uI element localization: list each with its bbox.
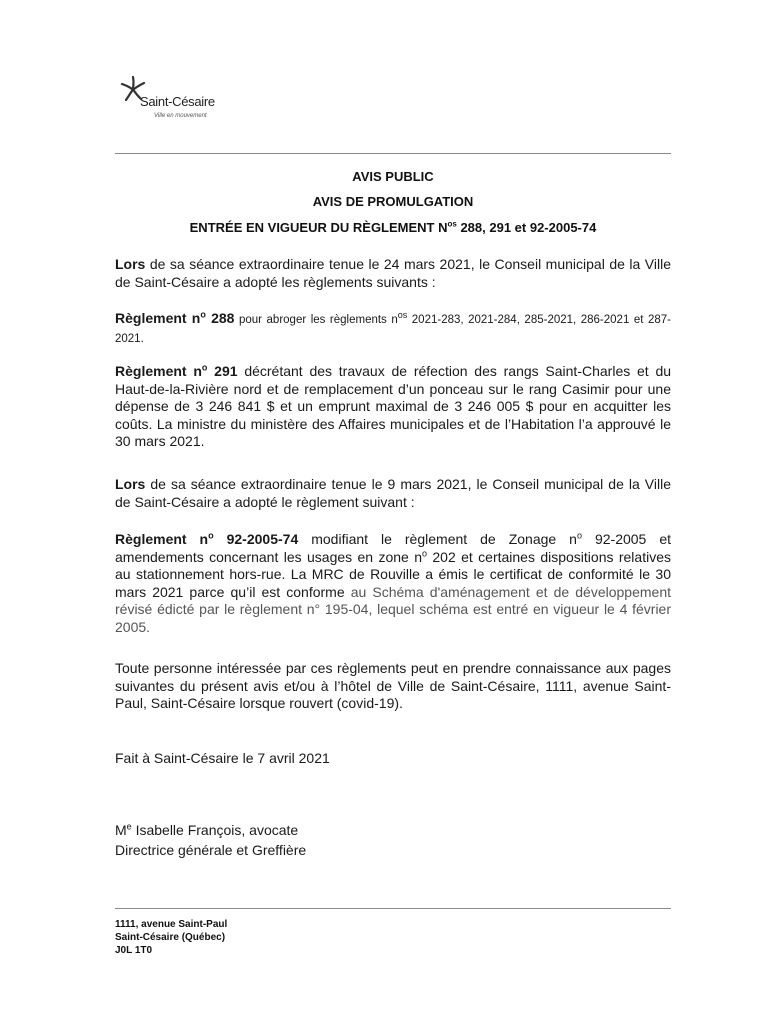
notice-title: AVIS PUBLIC: [352, 169, 434, 184]
paragraph-meeting-march-24: Lors de sa séance extraordinaire tenue le 24 mars 2021, le Conseil municipal de la Ville de Saint-Césaire a adopté les règlements suivants :: [115, 256, 671, 290]
top-divider: [115, 153, 671, 154]
footer-address: [115, 918, 227, 957]
footer-street: 1111, avenue Saint-Paul: [115, 919, 228, 930]
signatory-name: Me Isabelle François, avocate: [115, 821, 299, 838]
logo-tagline: Ville en mouvement: [154, 113, 207, 119]
paragraph-consultation: Toute personne intéressée par ces règlements peut en prendre connaissance aux pages suivantes du présent avis et/ou à l’hôtel de Ville de Saint-Césaire, 1111, avenue Saint-Paul, Saint-Césaire lorsque rouvert (covid-19).: [115, 660, 671, 711]
signatory-role: Directrice générale et Greffière: [115, 842, 307, 858]
footer-postal-code: J0L 1T0: [115, 945, 153, 956]
place-and-date: Fait à Saint-Césaire le 7 avril 2021: [115, 750, 330, 766]
paragraph-meeting-march-9: Lors de sa séance extraordinaire tenue le 9 mars 2021, le Conseil municipal de la Ville de Saint-Césaire a adopté le règlement suivant :: [115, 476, 671, 510]
paragraph-bylaw-291: Règlement $n^o$ 291 décrétant des travaux de réfection des rangs Saint-Charles et du Haut-de-la-Rivière nord et de remplacement d’un ponceau sur le rang Casimir pour une dépense de 3 246 841 $ et un emprunt maximal de 3 246 005 $ pour en acquitter les coûts. La ministre du ministère des Affaires municipales et de l’Habitation l’a approuvé le 30 mars 2021.: [115, 362, 672, 449]
notice-heading: ENTRÉE EN VIGUEUR DU RÈGLEMENT $N^{os}$ 288, 291 et 92-2005-74: [189, 219, 597, 235]
paragraph-bylaw-288: Règlement $n^o$ 288 pour abroger les règlements $n^{os}$ 2021-283, 2021-284, 285-2021, 286-2021 et 287-2021.: [115, 309, 672, 345]
footer-city: Saint-Césaire (Québec): [115, 932, 226, 943]
bottom-divider: [115, 908, 671, 909]
logo-name: Saint-Césaire: [140, 94, 215, 109]
town-logo: [118, 72, 238, 127]
paragraph-bylaw-92-2005-74: Règlement $n^o$ 92-2005-74 modifiant le règlement de Zonage $n^o$ 92-2005 et amendements concernant les usages en zone $n^o$ 202 et certaines dispositions relatives au stationnement hors-rue. La MRC de Rouville a émis le certificat de conformité le 30 mars 2021 parce qu’il est conforme au Schéma d'aménagement et de développement révisé édicté par le règlement n° 195-04, lequel schéma est entré en vigueur le 4 février 2005.: [115, 530, 671, 635]
notice-subtitle: AVIS DE PROMULGATION: [312, 194, 474, 209]
